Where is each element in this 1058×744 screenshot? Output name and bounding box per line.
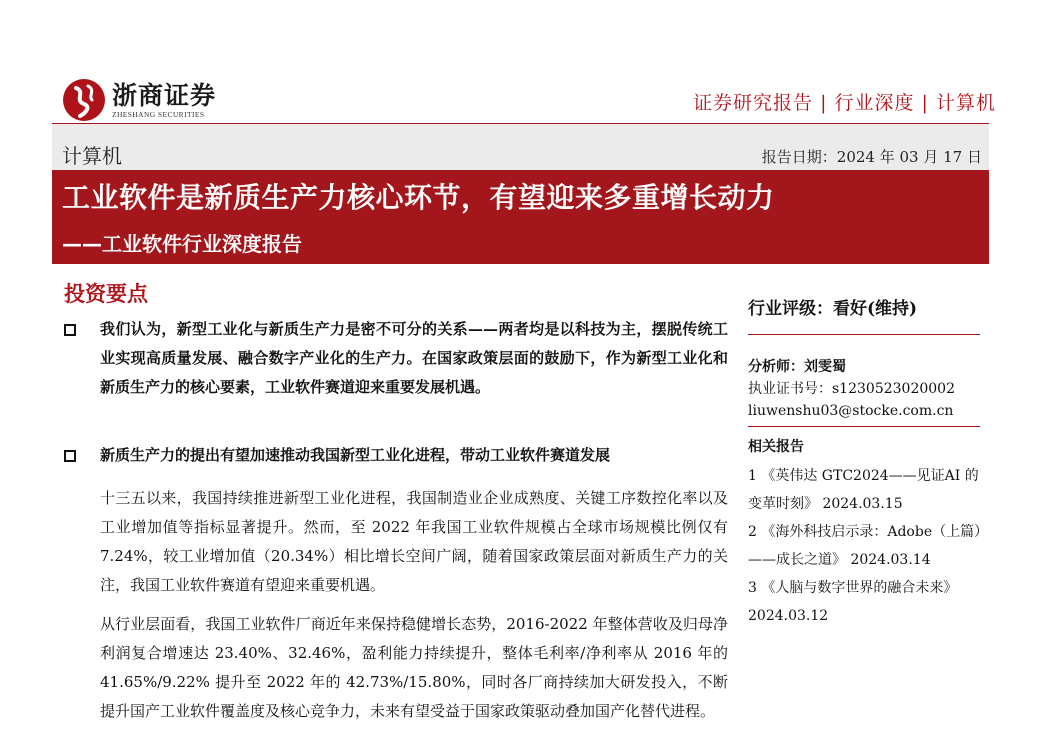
analyst-name: 分析师：刘雯蜀 [748,359,846,375]
related-reports-list [748,462,982,630]
logo-chinese-name: 浙商证券 [112,80,217,110]
report-subtitle: ——工业软件行业深度报告 [62,232,302,256]
logo-english-name: ZHESHANG SECURITIES [112,109,205,119]
sidebar-divider [748,334,980,335]
analyst-email[interactable]: liuwenshu03@stocke.com.cn [748,403,954,419]
section-heading: 投资要点 [64,281,148,306]
report-category-tag: 证券研究报告 | 行业深度 | 计算机 [693,92,996,114]
checkbox-bullet-icon [64,324,76,336]
report-date: 报告日期：2024 年 03 月 17 日 [761,148,982,166]
checkbox-bullet-icon [64,450,76,462]
related-report-item[interactable]: 2 《海外科技启示录：Adobe（上篇）——成长之道》 2024.03.14 [748,524,982,568]
key-point-heading: 新质生产力的提出有望加速推动我国新型工业化进程，带动工业软件赛道发展 [100,446,611,464]
key-point-paragraph: 我们认为，新型工业化与新质生产力是密不可分的关系——两者均是以科技为主，摆脱传统工业实现高质量发展、融合数字产业化的生产力。在国家政策层面的鼓励下，作为新型工业化和新质生产力的核心要素，工业软件赛道迎来重要发展机遇。 [100,320,728,396]
analyst-info [748,356,955,422]
company-logo [62,78,216,122]
license-number: 执业证书号：s1230523020002 [748,381,955,397]
zheshang-logo-icon [62,78,106,122]
industry-rating: 行业评级：看好(维持) [748,299,918,319]
related-report-item[interactable]: 3 《人脑与数字世界的融合未来》2024.03.12 [748,580,958,624]
body-paragraph: 十三五以来，我国持续推进新型工业化进程，我国制造业企业成熟度、关键工序数控化率以及工业增加值等指标显著提升。然而，至 2022 年我国工业软件规模占全球市场规模比例仅有 7.24%，较工业增加值（20.34%）相比增长空间广阔，随着国家政策层面对新质生产力的关注，我国工业软件赛道有望迎来重要机遇。 [100,489,728,594]
sidebar-divider [748,426,980,427]
body-paragraph: 从行业层面看，我国工业软件厂商近年来保持稳健增长态势，2016-2022 年整体营收及归母净利润复合增速达 23.40%、32.46%，盈利能力持续提升，整体毛利率/净利率从 2016 年的 41.65%/9.22% 提升至 2022 年的 42.73%/15.80%，同时各厂商持续加大研发投入，不断提升国产工业软件覆盖度及核心竞争力，未来有望受益于国家政策驱动叠加国产化替代进程。 [100,615,728,720]
sector-label: 计算机 [62,144,122,168]
related-reports-heading: 相关报告 [748,439,804,455]
report-title: 工业软件是新质生产力核心环节，有望迎来多重增长动力 [62,181,775,214]
related-report-item[interactable]: 1 《英伟达 GTC2024——见证AI 的变革时刻》 2024.03.15 [748,468,979,512]
